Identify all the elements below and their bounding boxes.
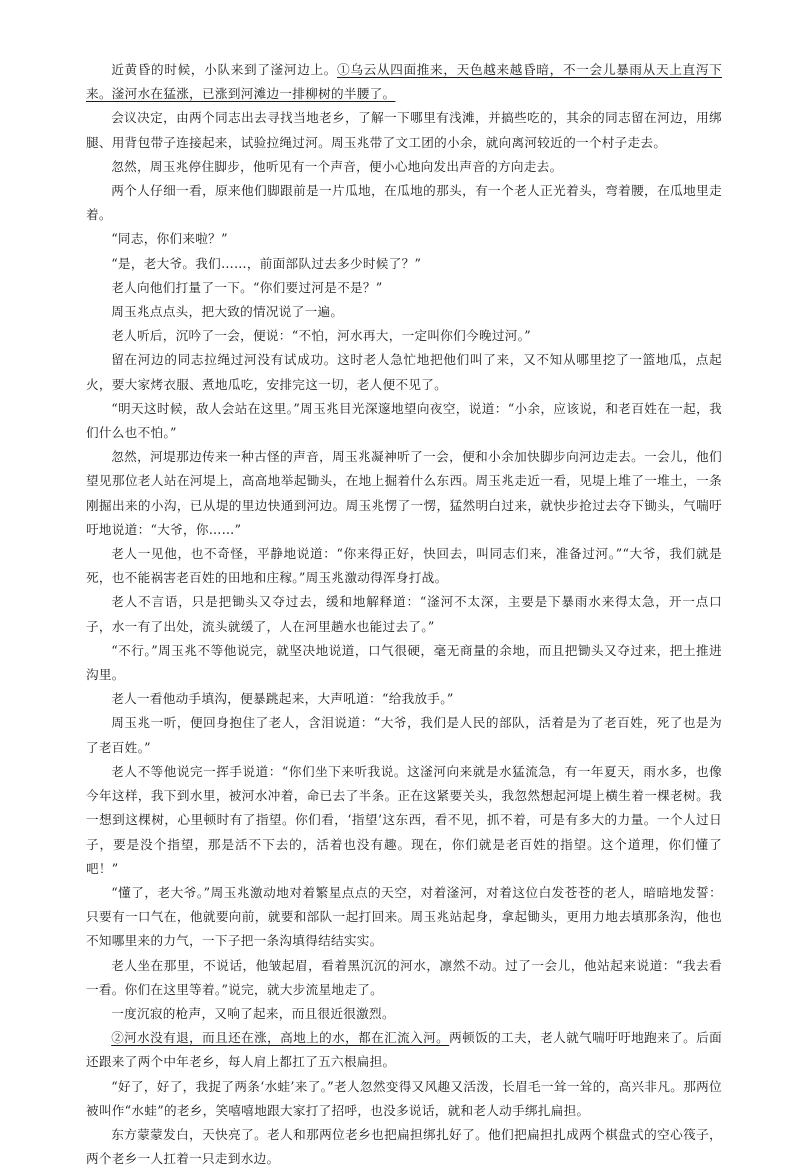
paragraph-24: 东方蒙蒙发白，天快亮了。老人和那两位老乡也把扁担绑扎好了。他们把扁担扎成两个棋盘式的空心筏子，两个老乡一人扛着一只走到水边。 xyxy=(86,1126,722,1167)
paragraph-16: 老人一看他动手填沟，便暴跳起来，大声吼道：“给我放手。” xyxy=(111,691,454,707)
paragraph-15: “不行。”周玉兆不等他说完，就坚决地说道，口气很硬，毫无商量的余地，而且把锄头又夺过来，把土推进沟里。 xyxy=(86,642,722,683)
paragraph-12: 忽然，河堤那边传来一种古怪的声音，周玉兆凝神听了一会，便和小余加快脚步向河边走去。一会儿，他们望见那位老人站在河堤上，高高地举起锄头，在地上掘着什么东西。周玉兆走近一看，见堤上堆了一堆土，一条刚掘出来的小沟，已从堤的里边快通到河边。周玉兆愣了一愣，猛然明白过来，就快步抢过去夺下锄头，气喘吁吁地说道：“大爷，你……” xyxy=(86,449,722,537)
paragraph-11: “明天这时候，敌人会站在这里。”周玉兆目光深邃地望向夜空，说道：“小余，应该说，和老百姓在一起，我们什么也不怕。” xyxy=(86,400,722,441)
paragraph-7: 老人向他们打量了一下。“你们要过河是不是？” xyxy=(111,279,383,295)
paragraph-18: 老人不等他说完一挥手说道：“你们坐下来听我说。这滏河向来就是水猛流急，有一年夏天，雨水多，也像今年这样，我下到水里，被河水冲着，命已去了半条。正在这紧要关头，我忽然想起河堤上横生着一棵老树。我一想到这棵树，心里顿时有了指望。你们看，‘指望’这东西，看不见，抓不着，可是有多大的力量。一个人过日子，要是没个指望，那是活不下去的，活着也没有趣。现在，你们就是老百姓的指望。这个道理，你们懂了吧！” xyxy=(86,763,722,876)
paragraph-23: “好了，好了，我捉了两条‘水蛙’来了。”老人忽然变得又风趣又活泼，长眉毛一耸一耸的，高兴非凡。那两位被叫作“水蛙”的老乡，笑嘻嘻地跟大家打了招呼，也没多说话，就和老人动手绑扎扁担。 xyxy=(86,1078,722,1118)
paragraph-8: 周玉兆点点头，把大致的情况说了一遍。 xyxy=(111,304,344,320)
paragraph-9: 老人听后，沉吟了一会，便说：“不怕，河水再大，一定叫你们今晚过河。” xyxy=(111,328,531,344)
paragraph-22: ②河水没有退，而且还在涨，高地上的水，都在汇流入河。两顿饭的工夫，老人就气喘吁吁地跑来了。后面还跟来了两个中年老乡，每人肩上都扛了五六根扁担。 xyxy=(86,1030,722,1070)
paragraph-10: 留在河边的同志拉绳过河没有试成功。这时老人急忙地把他们叫了来，又不知从哪里挖了一篮地瓜，点起火，要大家烤衣服、煮地瓜吃，安排完这一切，老人便不见了。 xyxy=(86,352,722,392)
paragraph-14: 老人不言语，只是把锄头又夺过去，缓和地解释道：“滏河不太深，主要是下暴雨水来得太急，开一点口子，水一有了出处，流头就缓了，人在河里趟水也能过去了。” xyxy=(86,594,722,634)
underlined-sentence-2: ②河水没有退，而且还在涨，高地上的水，都在汇流入河。 xyxy=(111,1030,450,1046)
paragraph-2: 会议决定，由两个同志出去寻找当地老乡，了解一下哪里有浅滩，并搞些吃的，其余的同志留在河边，用绑腿、用背包带子连接起来，试验拉绳过河。周玉兆带了文工团的小余，就向离河较近的一个村子走去。 xyxy=(86,110,722,150)
paragraph-5: “同志，你们来啦？” xyxy=(111,231,228,247)
paragraph-17: 周玉兆一听，便回身抱住了老人，含泪说道：“大爷，我们是人民的部队，活着是为了老百姓，死了也是为了老百姓。” xyxy=(86,715,722,755)
paragraph-19: “懂了，老大爷。”周玉兆激动地对着繁星点点的天空，对着滏河，对着这位白发苍苍的老人，暗暗地发誓：只要有一口气在，他就要向前，就要和部队一起打回来。周玉兆站起身，拿起锄头，更用力地去填那条沟，他也不知哪里来的力气，一下子把一条沟填得结结实实。 xyxy=(86,884,722,949)
paragraph-4: 两个人仔细一看，原来他们脚跟前是一片瓜地，在瓜地的那头，有一个老人正光着头，弯着腰，在瓜地里走着。 xyxy=(86,183,722,223)
paragraph-1: 近黄昏的时候，小队来到了滏河边上。①乌云从四面推来，天色越来越昏暗，不一会儿暴雨从天上直泻下来。滏河水在猛涨，已涨到河滩边一排柳树的半腰了。 xyxy=(86,62,723,102)
paragraph-3: 忽然，周玉兆停住脚步，他听见有一个声音，便小心地向发出声音的方向走去。 xyxy=(111,158,563,174)
paragraph-21: 一度沉寂的枪声，又响了起来，而且很近很激烈。 xyxy=(111,1005,395,1021)
underlined-sentence-1: ①乌云从四面推来，天色越来越昏暗，不一会儿暴雨从天上直泻下来。滏河水在猛涨，已涨到河滩边一排柳树的半腰了。 xyxy=(86,62,723,102)
paragraph-13: 老人一见他，也不奇怪，平静地说道：“你来得正好，快回去，叫同志们来，准备过河。”“大爷，我们就是死，也不能祸害老百姓的田地和庄稼。”周玉兆激动得浑身打战。 xyxy=(86,546,722,586)
paragraph-6: “是，老大爷。我们……，前面部队过去多少时候了？” xyxy=(111,255,422,271)
paragraph-20: 老人坐在那里，不说话，他皱起眉，看着黑沉沉的河水，凛然不动。过了一会儿，他站起来说道：“我去看一看。你们在这里等着。”说完，就大步流星地走了。 xyxy=(86,957,722,997)
